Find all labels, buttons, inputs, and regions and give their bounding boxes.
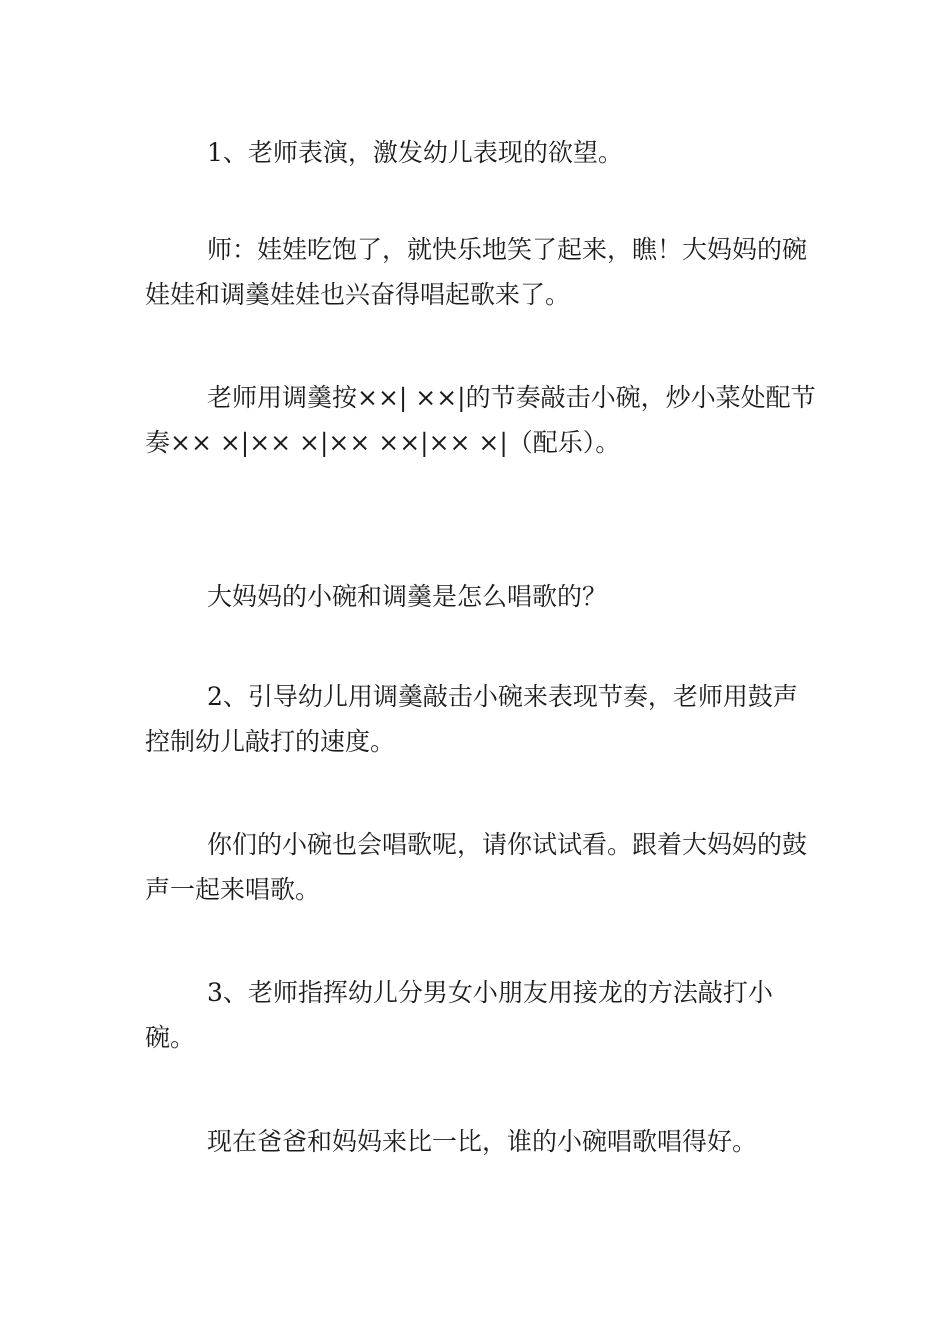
paragraph-step-3: 3、老师指挥幼儿分男女小朋友用接龙的方法敲打小碗。 <box>145 978 773 1052</box>
paragraph-step-2: 2、引导幼儿用调羹敲击小碗来表现节奏，老师用鼓声控制幼儿敲打的速度。 <box>145 682 798 756</box>
paragraph-question: 大妈妈的小碗和调羹是怎么唱歌的？ <box>207 582 608 611</box>
paragraph-teacher-speech: 师：娃娃吃饱了，就快乐地笑了起来，瞧！大妈妈的碗娃娃和调羹娃娃也兴奋得唱起歌来了。 <box>145 235 808 309</box>
paragraph-rhythm-demo: 老师用调羹按××| ××|的节奏敲击小碗，炒小菜处配节奏×× ×|×× ×|×× ××|×× ×|（配乐）。 <box>145 383 816 457</box>
paragraph-step-1: 1、老师表演，激发幼儿表现的欲望。 <box>207 138 623 167</box>
paragraph-competition: 现在爸爸和妈妈来比一比，谁的小碗唱歌唱得好。 <box>207 1127 758 1156</box>
paragraph-invitation: 你们的小碗也会唱歌呢，请你试试看。跟着大妈妈的鼓声一起来唱歌。 <box>145 830 808 904</box>
